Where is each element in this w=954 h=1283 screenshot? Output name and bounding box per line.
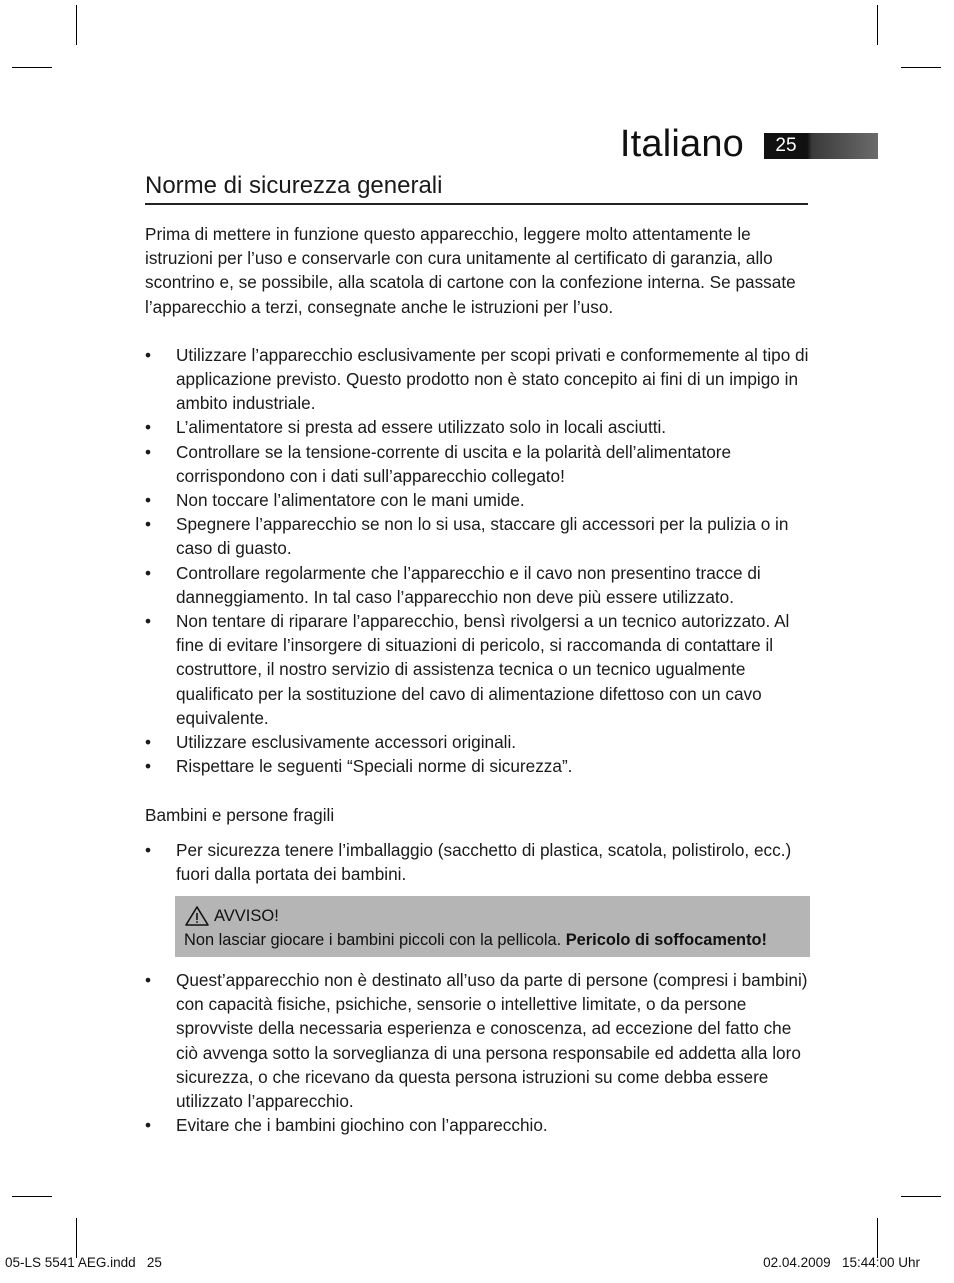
section-title: Norme di sicurezza generali <box>145 170 808 205</box>
list-item: • Utilizzare esclusivamente accessori originali. <box>145 730 810 754</box>
warning-title: AVVISO! <box>214 907 279 926</box>
page-number: 25 <box>775 135 797 156</box>
footer-timestamp: 02.04.2009 15:44:00 Uhr <box>763 1255 920 1270</box>
warning-header <box>184 904 800 928</box>
list-item: • Utilizzare l’apparecchio esclusivamente per scopi privati e conformemente al tipo di applicazione previsto. Questo prodotto non è stato concepito ai fini di un impigo in ambito industriale. <box>145 343 810 416</box>
intro-paragraph: Prima di mettere in funzione questo apparecchio, leggere molto attentamente le istruzioni per l’uso e conservarle con cura unitamente al certificato di garanzia, allo scontrino e, se possibile, alla scatola di cartone con la confezione interna. Se passate l’apparecchio a terzi, consegnate anche le istruzioni per l’uso. <box>145 224 796 317</box>
crop-mark <box>12 67 52 68</box>
crop-mark <box>901 67 941 68</box>
warning-triangle-icon <box>184 905 210 927</box>
warning-body <box>184 928 800 952</box>
sub-heading: Bambini e persone fragili <box>145 805 335 826</box>
crop-mark <box>877 5 878 45</box>
warning-emphasis: Pericolo di soffocamento! <box>565 931 767 950</box>
crop-mark <box>76 5 77 45</box>
list-item: • Quest’apparecchio non è destinato all’uso da parte di persone (compresi i bambini) con capacità fisiche, psichiche, sensorie o intellettive limitate, o da persone sprovviste della necessaria esperienza e conoscenza, ad eccezione del fatto che ciò avvenga sotto la sorveglianza di una persona responsabile ed addetta alla loro sicurezza, o che ricevano da questa persona istruzioni su come debba essere utilizzato l’apparecchio. <box>145 968 810 1113</box>
list-item: • L’alimentatore si presta ad essere utilizzato solo in locali asciutti. <box>145 415 810 439</box>
warning-text: Non lasciar giocare i bambini piccoli con la pellicola. <box>184 931 562 950</box>
crop-mark <box>76 1218 77 1258</box>
safety-list <box>145 343 810 779</box>
crop-mark <box>877 1218 878 1258</box>
crop-mark <box>12 1196 52 1197</box>
list-item: • Evitare che i bambini giochino con l’apparecchio. <box>145 1113 810 1137</box>
warning-box <box>175 896 810 957</box>
footer-file: 05-LS 5541 AEG.indd 25 <box>5 1255 162 1270</box>
list-item: • Controllare regolarmente che l’apparecchio e il cavo non presentino tracce di danneggiamento. In tal caso l’apparecchio non deve più essere utilizzato. <box>145 561 810 609</box>
language-title: Italiano <box>619 123 744 165</box>
list-item: • Rispettare le seguenti “Speciali norme di sicurezza”. <box>145 754 810 778</box>
children-list-continued <box>145 968 810 1137</box>
list-item: • Spegnere l’apparecchio se non lo si usa, staccare gli accessori per la pulizia o in caso di guasto. <box>145 512 810 560</box>
list-item: • Per sicurezza tenere l’imballaggio (sacchetto di plastica, scatola, polistirolo, ecc.) fuori dalla portata dei bambini. <box>145 838 810 886</box>
crop-mark <box>901 1196 941 1197</box>
list-item: • Controllare se la tensione-corrente di uscita e la polarità dell’alimentatore corrispondono con i dati sull’apparecchio collegato! <box>145 440 810 488</box>
list-item: • Non tentare di riparare l’apparecchio, bensì rivolgersi a un tecnico autorizzato. Al fine di evitare l’insorgere di situazioni di pericolo, si raccomanda di contattare il costruttore, il nostro servizio di assistenza tecnica o un tecnico ugualmente qualificato per la sostituzione del cavo di alimentazione difettoso con un cavo equivalente. <box>145 609 810 730</box>
main-content <box>145 222 810 1138</box>
children-list <box>145 838 810 886</box>
list-item: • Non toccare l’alimentatore con le mani umide. <box>145 488 810 512</box>
